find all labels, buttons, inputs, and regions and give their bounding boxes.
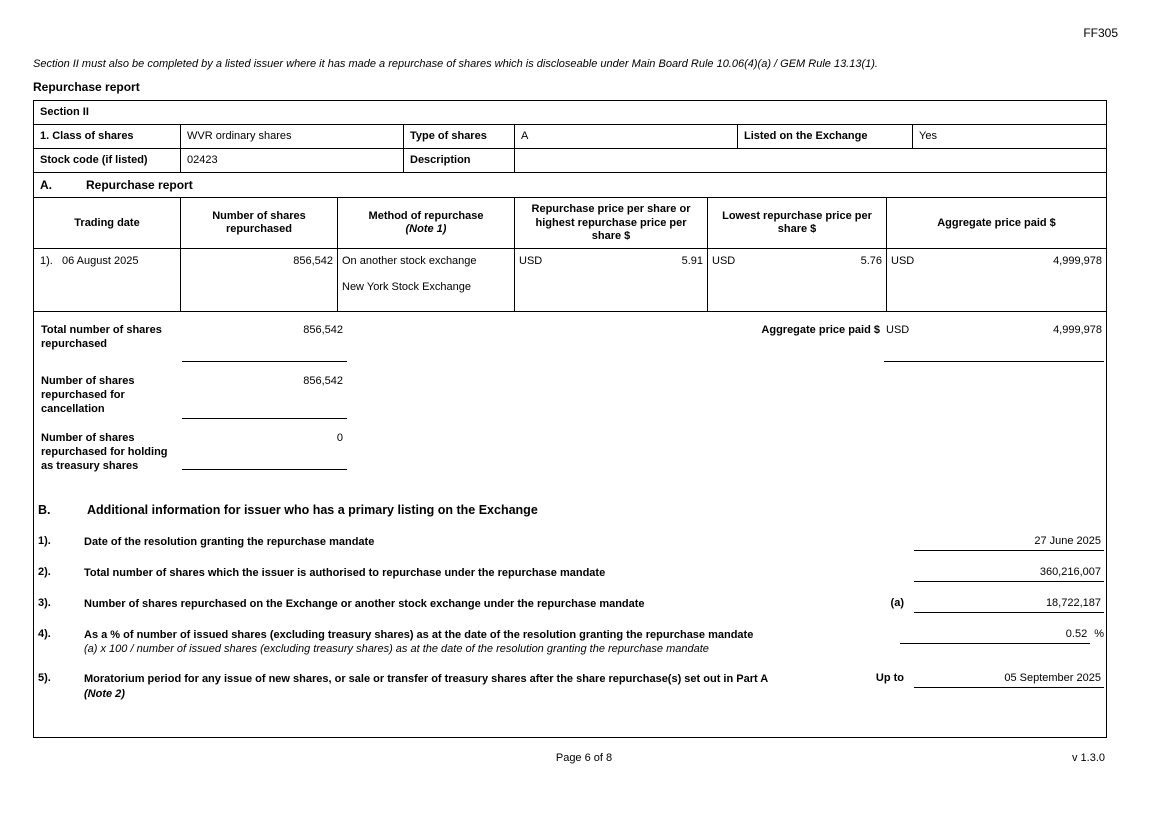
col-method-note: (Note 1) (405, 223, 447, 236)
price-high-value: 5.91 (681, 255, 703, 268)
moratorium-note: (Note 2) (84, 688, 125, 701)
section-a-heading-row (34, 173, 1106, 198)
price-low-value: 5.76 (860, 255, 882, 268)
type-of-shares-value: A (515, 125, 738, 148)
price-low-currency: USD (712, 255, 736, 268)
item-a-marker: (a) (890, 596, 904, 609)
item-number: 3). (38, 596, 51, 609)
method-cell (338, 249, 515, 311)
shares-repurchased-cell: 856,542 (181, 249, 338, 311)
price-low-cell (708, 249, 887, 311)
item-number: 5). (38, 672, 51, 685)
listed-on-exchange-value: Yes (919, 130, 937, 142)
col-method-label: Method of repurchase (368, 209, 484, 222)
percentage-label (84, 628, 900, 658)
type-of-shares-label: Type of shares (404, 125, 515, 148)
col-method (338, 198, 515, 248)
moratorium-item (36, 672, 1104, 702)
authorised-shares-label: Total number of shares which the issuer is authorised to repurchase under the repurchase mandate (84, 566, 606, 579)
repurchased-under-mandate-number: 18,722,187 (1045, 596, 1101, 609)
section2-form (33, 100, 1107, 738)
aggregate-cell (887, 249, 1106, 311)
listed-on-exchange-label: Listed on the Exchange (738, 125, 913, 148)
percentage-item (36, 628, 1104, 658)
cancellation-label: Number of shares repurchased for cancellation (41, 375, 135, 415)
mandate-date-item (36, 535, 1104, 551)
class-of-shares-label: 1. Class of shares (34, 125, 181, 148)
description-label: Description (404, 149, 515, 172)
treasury-label: Number of shares repurchased for holding as treasury shares (41, 432, 168, 472)
description-value (515, 149, 1106, 172)
repurchased-under-mandate-label: Number of shares repurchased on the Exchange or another stock exchange under the repurchase mandate (84, 597, 645, 610)
method-line1: On another stock exchange (342, 255, 477, 268)
form-number: FF305 (1083, 26, 1118, 40)
item-number: 1). (38, 534, 51, 547)
percentage-value (900, 628, 1090, 644)
mandate-date-text: 27 June 2025 (1034, 534, 1101, 547)
stock-code-value: 02423 (181, 149, 404, 172)
repurchased-under-mandate-item (36, 597, 1104, 613)
authorised-shares-item (36, 566, 1104, 582)
class-of-shares-value: WVR ordinary shares (181, 125, 404, 148)
aggregate-total-number: 4,999,978 (1053, 324, 1102, 337)
aggregate-total-group (761, 324, 1104, 362)
mandate-date-label: Date of the resolution granting the repurchase mandate (84, 535, 375, 548)
moratorium-date-value (914, 672, 1104, 688)
section-b-heading: Additional information for issuer who has a primary listing on the Exchange (87, 502, 538, 517)
authorised-shares-value (914, 566, 1104, 582)
col-price-high: Repurchase price per share or highest repurchase price per share $ (515, 198, 708, 248)
section-b-letter: B. (38, 502, 51, 517)
stock-code-label: Stock code (if listed) (34, 149, 181, 172)
stock-code-row (34, 149, 1106, 173)
col-price-low: Lowest repurchase price per share $ (708, 198, 887, 248)
page-number: Page 6 of 8 (555, 752, 613, 764)
percentage-formula-note: (a) x 100 / number of issued shares (excluding treasury shares) as at the date of the resolution granting the repurchase mandate (84, 643, 709, 656)
treasury-row (41, 432, 1104, 473)
authorised-shares-number: 360,216,007 (1039, 565, 1101, 578)
total-shares-number: 856,542 (303, 324, 343, 337)
row-number: 1). (40, 255, 53, 268)
total-shares-value (182, 324, 347, 362)
section-a-letter: A. (40, 178, 52, 193)
section-a-heading: Repurchase report (86, 178, 193, 193)
col-trading-date: Trading date (34, 198, 181, 248)
class-of-shares-row (34, 125, 1106, 149)
percent-sign: % (1094, 627, 1104, 640)
item-number: 4). (38, 627, 51, 640)
repurchase-table-row (34, 249, 1106, 312)
trading-date-value: 06 August 2025 (62, 255, 139, 268)
up-to-label: Up to (875, 672, 904, 685)
treasury-number: 0 (336, 432, 343, 445)
col-shares-repurchased: Number of shares repurchased (181, 198, 338, 248)
cancellation-row (41, 375, 1104, 419)
cancellation-value (182, 375, 347, 419)
treasury-value (182, 432, 347, 470)
totals-section (34, 312, 1106, 492)
price-high-currency: USD (519, 255, 543, 268)
moratorium-label (84, 672, 876, 702)
moratorium-label-main: Moratorium period for any issue of new shares, or sale or transfer of treasury shares after the share repurchase(s) set out in Part A (84, 673, 769, 686)
method-line2: New York Stock Exchange (342, 280, 472, 293)
section-b (34, 493, 1106, 737)
percentage-number: 0.52 (1065, 627, 1088, 640)
percentage-label-main: As a % of number of issued shares (excluding treasury shares) as at the date of the resolution granting the repurchase mandate (84, 628, 754, 641)
col-aggregate: Aggregate price paid $ (937, 216, 1056, 229)
page-title: Repurchase report (33, 80, 140, 94)
form-version: v 1.3.0 (1071, 752, 1105, 764)
trading-date-cell (34, 249, 181, 311)
section2-heading: Section II (40, 106, 89, 118)
mandate-date-value (914, 535, 1104, 551)
section-b-heading-row (38, 503, 1104, 517)
cancellation-number: 856,542 (303, 375, 343, 388)
total-shares-row (41, 324, 1104, 362)
price-high-cell (515, 249, 708, 311)
aggregate-value: 4,999,978 (1053, 255, 1102, 268)
aggregate-total-currency: USD (886, 324, 910, 337)
repurchase-table-header (34, 198, 1106, 249)
repurchased-under-mandate-value (914, 597, 1104, 613)
total-shares-label: Total number of shares repurchased (41, 324, 162, 351)
moratorium-date-text: 05 September 2025 (1004, 672, 1101, 685)
item-number: 2). (38, 565, 51, 578)
intro-note: Section II must also be completed by a listed issuer where it has made a repurchase of shares which is discloseable under Main Board Rule 10.06(4)(a) / GEM Rule 13.13(1). (33, 58, 878, 70)
section2-heading-row (34, 101, 1106, 125)
aggregate-total-value (884, 324, 1104, 362)
aggregate-total-label: Aggregate price paid $ (761, 324, 880, 337)
aggregate-currency: USD (891, 255, 915, 268)
